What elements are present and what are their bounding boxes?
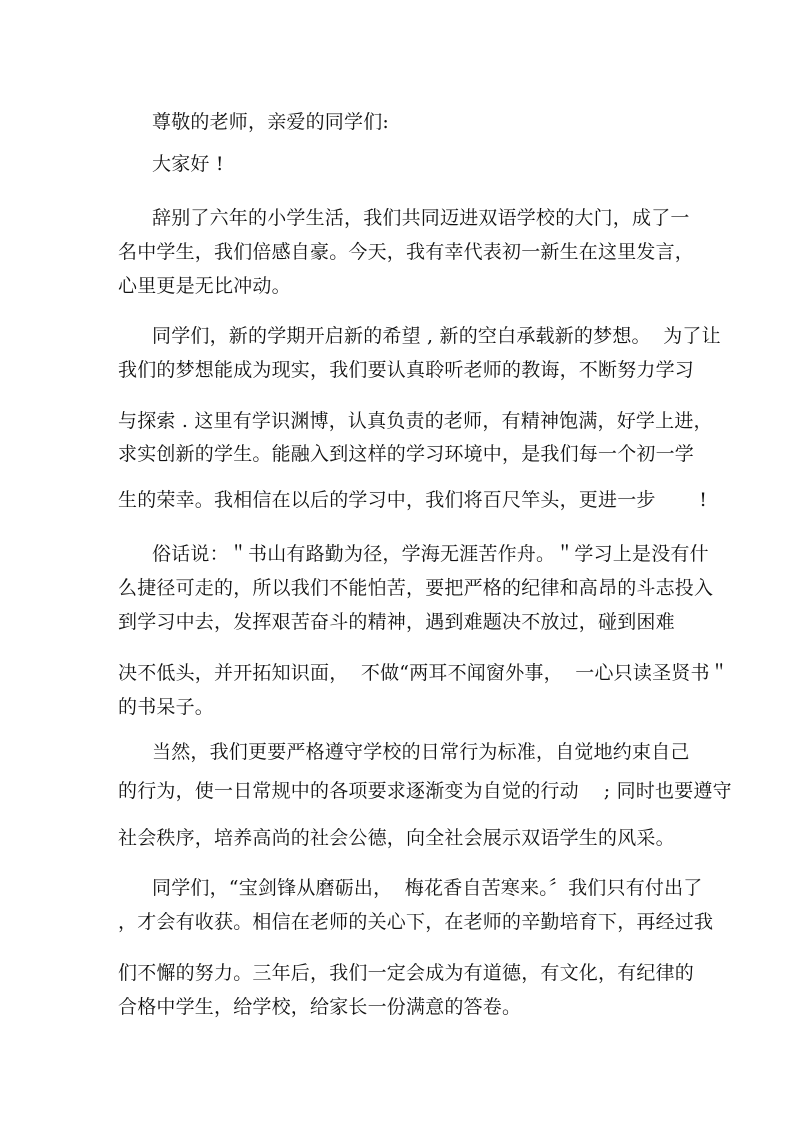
paragraph-line: 们不懈的努力。三年后，我们一定会成为有道德，有文化，有纪律的 [118,962,695,984]
paragraph-line: 辞别了六年的小学生活，我们共同迈进双语学校的大门，成了一 [152,207,690,229]
paragraph-line: 同学们，“宝剑锋从磨砺出， 梅花香自苦寒来。〞我们只有付出了 [152,877,703,899]
paragraph-line: 同学们，新的学期开启新的希望 , 新的空白承载新的梦想。 为了让 [152,325,721,347]
paragraph-line: 的行为，使一日常规中的各项要求逐渐变为自觉的行动 ; 同时也要遵守 [118,780,732,802]
paragraph-line: 求实创新的学生。能融入到这样的学习环境中，是我们每一个初一学 [118,443,695,465]
paragraph-line: 的书呆子。 [118,696,215,718]
paragraph-line: 么捷径可走的，所以我们不能怕苦，要把严格的纪律和高昂的斗志投入 [118,577,714,599]
greeting: 大家好 ! [152,153,224,175]
paragraph-line: 名中学生，我们倍感自豪。今天，我有幸代表初一新生在这里发言， [118,241,695,263]
paragraph-line: 我们的梦想能成为现实，我们要认真聆听老师的教诲，不断努力学习 [118,359,695,381]
paragraph-line: 俗话说：＂书山有路勤为径，学海无涯苦作舟。＂学习上是没有什 [152,543,709,565]
paragraph-line: 与探索 . 这里有学识渊博，认真负责的老师，有精神饱满，好学上进， [118,410,713,432]
paragraph-line: 心里更是无比冲动。 [118,275,291,297]
salutation: 尊敬的老师，亲爱的同学们: [152,111,390,133]
paragraph-line: ，才会有收获。相信在老师的关心下，在老师的辛勤培育下，再经过我 [118,911,714,933]
paragraph-line: 合格中学生，给学校，给家长一份满意的答卷。 [118,996,522,1018]
paragraph-line: 当然，我们更要严格遵守学校的日常行为标准，自觉地约束自己 [152,741,690,763]
paragraph-line: 决不低头，并开拓知识面， 不做“两耳不闻窗外事， 一心只读圣贤书＂ [118,662,729,684]
paragraph-line: 到学习中去，发挥艰苦奋斗的精神，遇到难题决不放过，碰到困难 [118,611,675,633]
paragraph-line: 社会秩序，培养高尚的社会公德，向全社会展示双语学生的风采。 [118,827,675,849]
paragraph-line: 生的荣幸。我相信在以后的学习中，我们将百尺竿头，更进一步 ! [118,489,708,511]
